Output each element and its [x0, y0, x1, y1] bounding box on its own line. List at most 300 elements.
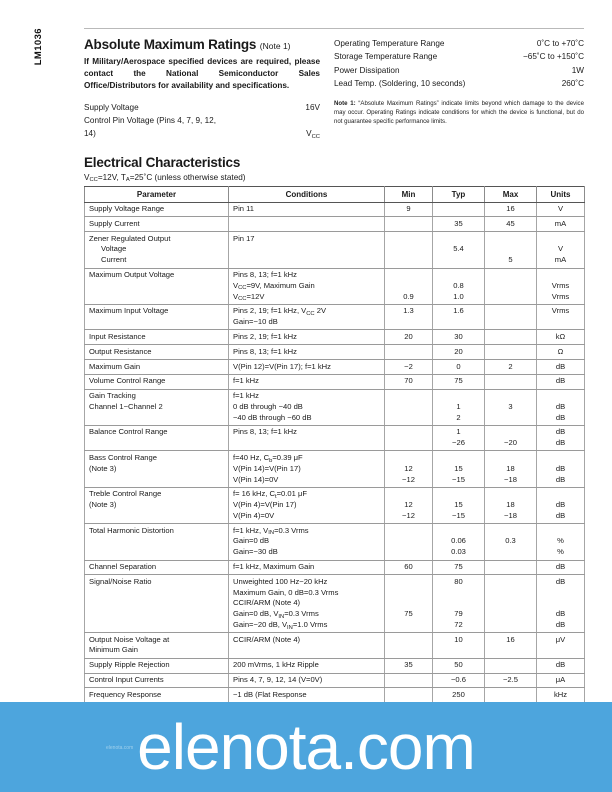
cell-line: −15	[452, 474, 465, 484]
cell-units	[537, 673, 585, 688]
cell-max	[485, 360, 537, 375]
cell-parameter	[85, 524, 229, 560]
cell-line: dB	[555, 510, 566, 520]
cell-line: 12	[404, 463, 413, 473]
cell-line	[489, 526, 532, 537]
cell-line	[489, 332, 532, 343]
electrical-characteristics-table	[84, 186, 585, 714]
cell-line: f= 16 kHz, $C_t=0.01$ μF	[233, 489, 307, 500]
cell-line: CCIR/ARM (Note 4)	[233, 598, 301, 608]
cell-line: 0.06	[451, 536, 466, 546]
cell-parameter	[85, 360, 229, 375]
cell-line	[489, 577, 532, 588]
cell-line	[389, 391, 428, 402]
cell-line	[541, 526, 580, 537]
cell-line: 45	[506, 218, 515, 228]
abs-max-item-label: 14)	[84, 129, 96, 139]
cell-units	[537, 524, 585, 560]
cell-line: f=1 kHz, $V_{IN}=0.3$ Vrms	[233, 525, 309, 537]
cell-max	[485, 451, 537, 487]
table-row	[85, 345, 585, 360]
cell-units	[537, 389, 585, 425]
cell-max	[485, 217, 537, 232]
cell-line: 0	[456, 361, 461, 371]
cell-line	[489, 317, 532, 328]
cell-line: dB	[555, 401, 566, 411]
cell-line	[437, 317, 480, 328]
cell-line: Pins 2, 19; f=1 kHz	[233, 331, 297, 341]
cell-line	[389, 402, 428, 413]
table-row	[85, 575, 585, 633]
column-header-parameter: Parameter	[85, 186, 229, 202]
cell-parameter	[85, 374, 229, 389]
cell-line	[489, 588, 532, 599]
cell-line: Gain=0 dB, $V_{IN}=0.3$ Vrms	[233, 609, 319, 620]
cell-line	[389, 244, 428, 255]
table-row	[85, 232, 585, 268]
abs-max-item	[334, 77, 584, 90]
note-1-text: “Absolute Maximum Ratings” indicate limits beyond which damage to the device may occur. Operating Ratings indicate conditions for which the device is functional, but do not guarantee specific performance limits.	[334, 100, 584, 126]
cell-parameter	[85, 345, 229, 360]
cell-units	[537, 202, 585, 217]
cell-line: 60	[404, 562, 413, 571]
cell-min	[385, 575, 433, 633]
cell-line: dB	[555, 376, 566, 386]
cell-line: mA	[554, 218, 567, 228]
cell-line: Balance Control Range	[89, 427, 168, 437]
cell-line: Bass Control Range	[89, 452, 157, 462]
cell-line: Ω	[557, 346, 564, 356]
cell-line: Gain Tracking	[89, 391, 136, 401]
cell-max	[485, 658, 537, 673]
cell-line: Pins 8, 13; f=1 kHz	[233, 427, 297, 437]
cell-parameter	[85, 487, 229, 523]
cell-typ	[433, 232, 485, 268]
cell-line: Pins 8, 13; f=1 kHz	[233, 270, 297, 280]
cell-min	[385, 217, 433, 232]
cell-line: Treble Control Range	[89, 489, 162, 499]
cell-typ	[433, 425, 485, 451]
cell-line	[389, 413, 428, 424]
cell-line: 20	[454, 346, 463, 356]
cell-line	[489, 413, 532, 424]
cell-line: 0.3	[505, 536, 516, 546]
table-row	[85, 374, 585, 389]
table-header	[85, 186, 585, 202]
cell-max	[485, 232, 537, 268]
cell-line: Gain=−30 dB	[233, 547, 278, 557]
cell-line: Output Noise Voltage at	[89, 634, 170, 644]
cell-parameter	[85, 330, 229, 345]
abs-max-item-label: Storage Temperature Range	[334, 52, 438, 62]
cell-line: 15	[454, 463, 463, 473]
cell-max	[485, 330, 537, 345]
cell-line: Gain=−10 dB	[233, 317, 278, 327]
cell-line: Unweighted 100 Hz−20 kHz	[233, 576, 328, 586]
cell-line: 2	[508, 361, 513, 371]
cell-max	[485, 268, 537, 304]
cell-units	[537, 330, 585, 345]
cell-min	[385, 451, 433, 487]
cell-parameter	[85, 560, 229, 575]
cell-max	[485, 345, 537, 360]
cell-line	[437, 645, 480, 656]
abs-max-item	[84, 101, 320, 114]
cell-line: 9	[406, 204, 411, 214]
cell-line	[437, 255, 480, 266]
cell-line	[89, 511, 224, 522]
cell-line: 1	[456, 427, 461, 437]
absolute-maximum-ratings-section	[84, 37, 584, 141]
cell-line	[389, 588, 428, 599]
cell-line	[489, 660, 532, 671]
abs-max-item-label: Power Dissipation	[334, 65, 400, 75]
table-row	[85, 425, 585, 451]
cell-line	[541, 588, 580, 599]
cell-line: Gain=0 dB	[233, 536, 270, 546]
cell-line	[89, 620, 224, 631]
cell-line: 0.9	[403, 291, 414, 301]
cell-line	[389, 317, 428, 328]
cell-line: dB	[555, 361, 566, 371]
cell-line	[489, 347, 532, 358]
abs-max-item-label: Lead Temp. (Soldering, 10 seconds)	[334, 78, 466, 88]
cell-typ	[433, 304, 485, 330]
cell-line	[489, 306, 532, 317]
cell-line	[389, 690, 428, 701]
cell-line: V	[557, 204, 564, 214]
cell-parameter	[85, 658, 229, 673]
cell-line	[489, 562, 532, 573]
cell-line	[89, 536, 224, 547]
cell-line: Minimum Gain	[89, 645, 138, 655]
cell-line	[389, 347, 428, 358]
cell-line	[437, 270, 480, 281]
cell-line	[389, 645, 428, 656]
cell-min	[385, 560, 433, 575]
table-row	[85, 487, 585, 523]
cell-line	[437, 598, 480, 609]
cell-line: Current	[101, 255, 127, 265]
cell-line: V(Pin 4)=0V	[233, 510, 275, 520]
cell-line: Voltage	[101, 244, 127, 254]
cell-line: dB	[555, 660, 566, 670]
cell-max	[485, 374, 537, 389]
cell-conditions	[229, 202, 385, 217]
cell-line	[389, 427, 428, 438]
cell-line: 75	[454, 562, 463, 571]
cell-line: $V_{CC}=12V$	[233, 291, 265, 303]
abs-max-item-label: Operating Temperature Range	[334, 39, 445, 48]
cell-min	[385, 330, 433, 345]
cell-line: −18	[504, 474, 517, 484]
cell-line	[437, 453, 480, 464]
cell-line: dB	[555, 609, 566, 619]
cell-units	[537, 217, 585, 232]
cell-line	[489, 244, 532, 255]
table-row	[85, 330, 585, 345]
cell-line: 72	[454, 619, 463, 629]
cell-line: −12	[402, 510, 415, 520]
cell-line	[89, 588, 224, 599]
cell-line	[89, 317, 224, 328]
cell-units	[537, 451, 585, 487]
table-row	[85, 633, 585, 659]
abs-max-item	[84, 114, 320, 127]
cell-min	[385, 374, 433, 389]
cell-line: Input Resistance	[89, 331, 146, 341]
cell-line: μV	[555, 634, 566, 644]
cell-line: −15	[452, 510, 465, 520]
column-header-conditions: Conditions	[229, 186, 385, 202]
cell-typ	[433, 560, 485, 575]
cell-max	[485, 633, 537, 659]
cell-line: μA	[555, 675, 566, 685]
cell-line	[437, 588, 480, 599]
cell-line: V	[557, 244, 564, 254]
part-number-text: LM1036	[32, 28, 44, 66]
cell-line: V(Pin 4)=V(Pin 17)	[233, 500, 297, 510]
cell-units	[537, 345, 585, 360]
cell-line: −1 dB (Flat Response	[233, 689, 307, 699]
table-row	[85, 304, 585, 330]
table-row	[85, 360, 585, 375]
cell-conditions	[229, 217, 385, 232]
cell-line: dB	[555, 576, 566, 586]
cell-line	[489, 292, 532, 303]
cell-line	[389, 598, 428, 609]
cell-line: 0.8	[453, 280, 464, 290]
cell-line	[389, 438, 428, 449]
abs-max-item-value: 1W	[571, 65, 584, 75]
cell-line: Pins 4, 7, 9, 12, 14 (V=0V)	[233, 675, 323, 685]
table-row	[85, 560, 585, 575]
cell-min	[385, 202, 433, 217]
cell-line	[89, 547, 224, 558]
cell-line: 20	[404, 331, 413, 341]
cell-line: 1.3	[403, 306, 414, 316]
cell-line	[89, 475, 224, 486]
cell-parameter	[85, 633, 229, 659]
cell-line	[389, 577, 428, 588]
cell-line	[389, 675, 428, 686]
cell-line: Pin 11	[233, 204, 254, 214]
cell-line	[489, 376, 532, 387]
military-aerospace-notice: If Military/Aerospace specified devices are required, please contact the National Semiconductor Sales Office/Distributors for availability and specifications.	[84, 57, 320, 90]
cell-line: −20	[504, 438, 517, 448]
cell-line: Gain=−20 dB, $V_{IN}=1.0$ Vrms	[233, 619, 328, 631]
cell-typ	[433, 202, 485, 217]
cell-line	[389, 255, 428, 266]
cell-line	[489, 620, 532, 631]
cell-min	[385, 232, 433, 268]
cell-line: 15	[454, 500, 463, 510]
cell-line: Maximum Input Voltage	[89, 306, 169, 316]
cell-line: V(Pin 14)=V(Pin 17)	[233, 463, 301, 473]
cell-line	[89, 598, 224, 609]
cell-line	[489, 281, 532, 292]
cell-line	[489, 270, 532, 281]
abs-max-item-value: 16V	[305, 102, 320, 112]
cell-typ	[433, 487, 485, 523]
cell-line	[489, 690, 532, 701]
cell-line	[489, 427, 532, 438]
abs-max-left-column	[84, 37, 330, 141]
note-1-block	[334, 99, 584, 126]
cell-conditions	[229, 389, 385, 425]
cell-line: f=40 Hz, $C_b=0.39$ μF	[233, 452, 303, 464]
cell-units	[537, 425, 585, 451]
cell-min	[385, 268, 433, 304]
cell-line: f=1 kHz, Maximum Gain	[233, 562, 315, 571]
cell-line	[489, 645, 532, 656]
cell-line: −12	[402, 474, 415, 484]
cell-line: dB	[555, 500, 566, 510]
cell-line: dB	[555, 474, 566, 484]
cell-conditions	[229, 673, 385, 688]
cell-line	[437, 391, 480, 402]
cell-min	[385, 345, 433, 360]
cell-line: 3	[508, 401, 513, 411]
cell-parameter	[85, 217, 229, 232]
cell-parameter	[85, 673, 229, 688]
cell-line: 75	[454, 376, 463, 386]
cell-line: 16	[506, 634, 515, 644]
cell-max	[485, 524, 537, 560]
cell-line: dB	[555, 562, 566, 571]
cell-line	[389, 453, 428, 464]
cell-line: Output Resistance	[89, 346, 152, 356]
column-header-units: Units	[537, 186, 585, 202]
table-row	[85, 658, 585, 673]
cell-typ	[433, 658, 485, 673]
cell-line: −40 dB through −60 dB	[233, 412, 312, 422]
cell-typ	[433, 451, 485, 487]
cell-line: 12	[404, 500, 413, 510]
abs-max-item	[334, 50, 584, 63]
cell-line: dB	[555, 463, 566, 473]
cell-min	[385, 389, 433, 425]
abs-max-title-note: (Note 1)	[259, 41, 291, 51]
cell-line	[437, 204, 480, 215]
cell-min	[385, 425, 433, 451]
cell-max	[485, 560, 537, 575]
cell-line: 16	[506, 204, 515, 214]
cell-line	[437, 234, 480, 245]
cell-line: 200 mVrms, 1 kHz Ripple	[233, 660, 319, 670]
cell-line	[489, 547, 532, 558]
cell-line	[389, 536, 428, 547]
cell-max	[485, 487, 537, 523]
cell-line: f=1 kHz	[233, 376, 259, 386]
abs-max-title: Absolute Maximum Ratings	[84, 37, 257, 52]
cell-line: Signal/Noise Ratio	[89, 576, 152, 586]
cell-typ	[433, 673, 485, 688]
cell-line	[541, 453, 580, 464]
cell-line: (Note 3)	[89, 463, 117, 473]
cell-line: Vrms	[551, 291, 570, 301]
cell-units	[537, 560, 585, 575]
cell-parameter	[85, 425, 229, 451]
page-content	[84, 28, 584, 714]
cell-line	[233, 219, 380, 230]
cell-units	[537, 268, 585, 304]
table-row	[85, 524, 585, 560]
cell-line: (Note 3)	[89, 500, 117, 510]
cell-conditions	[229, 633, 385, 659]
cell-line: Frequency Response	[89, 689, 162, 699]
electrical-characteristics-heading: Electrical Characteristics	[84, 154, 241, 170]
cell-parameter	[85, 304, 229, 330]
cell-line	[389, 219, 428, 230]
cell-min	[385, 658, 433, 673]
cell-typ	[433, 360, 485, 375]
cell-typ	[433, 268, 485, 304]
note-1-label: Note 1:	[334, 100, 356, 108]
cell-units	[537, 658, 585, 673]
cell-typ	[433, 524, 485, 560]
cell-line: %	[557, 536, 564, 546]
cell-line: 79	[454, 609, 463, 619]
cell-units	[537, 575, 585, 633]
cell-line: CCIR/ARM (Note 4)	[233, 634, 301, 644]
cell-line: 80	[454, 576, 463, 586]
cell-parameter	[85, 232, 229, 268]
abs-max-item-value: 0˚C to +70˚C	[536, 39, 584, 48]
cell-line: 18	[506, 500, 515, 510]
cell-line: $V_{CC}=9V$, Maximum Gain	[233, 280, 315, 292]
cell-line	[389, 635, 428, 646]
cell-min	[385, 360, 433, 375]
cell-parameter	[85, 451, 229, 487]
cell-line	[233, 255, 380, 266]
cell-line: Supply Ripple Rejection	[89, 660, 170, 670]
cell-line: Pin 17	[233, 233, 255, 243]
cell-line	[233, 645, 380, 656]
cell-line: 250	[452, 689, 465, 699]
abs-max-item	[334, 64, 584, 77]
cell-conditions	[229, 232, 385, 268]
table-row	[85, 268, 585, 304]
column-header-typ: Typ	[433, 186, 485, 202]
table-row	[85, 389, 585, 425]
cell-line	[489, 598, 532, 609]
cell-min	[385, 673, 433, 688]
cell-units	[537, 374, 585, 389]
cell-line	[389, 547, 428, 558]
cell-units	[537, 633, 585, 659]
top-divider	[84, 28, 584, 29]
abs-max-item-value: −65˚C to +150˚C	[523, 52, 584, 62]
cell-max	[485, 425, 537, 451]
cell-units	[537, 360, 585, 375]
cell-line	[541, 645, 580, 656]
cell-line	[489, 453, 532, 464]
cell-conditions	[229, 360, 385, 375]
cell-line: dB	[555, 619, 566, 629]
cell-line: Maximum Output Voltage	[89, 270, 175, 280]
cell-line	[89, 438, 224, 449]
table-row	[85, 673, 585, 688]
cell-line: 2	[456, 412, 461, 422]
cell-typ	[433, 389, 485, 425]
cell-line: 35	[404, 660, 413, 670]
cell-conditions	[229, 330, 385, 345]
cell-typ	[433, 217, 485, 232]
watermark-small-text: elenota.com	[106, 745, 134, 751]
cell-line: 10	[454, 634, 463, 644]
abs-max-item-value: 260˚C	[561, 78, 584, 88]
